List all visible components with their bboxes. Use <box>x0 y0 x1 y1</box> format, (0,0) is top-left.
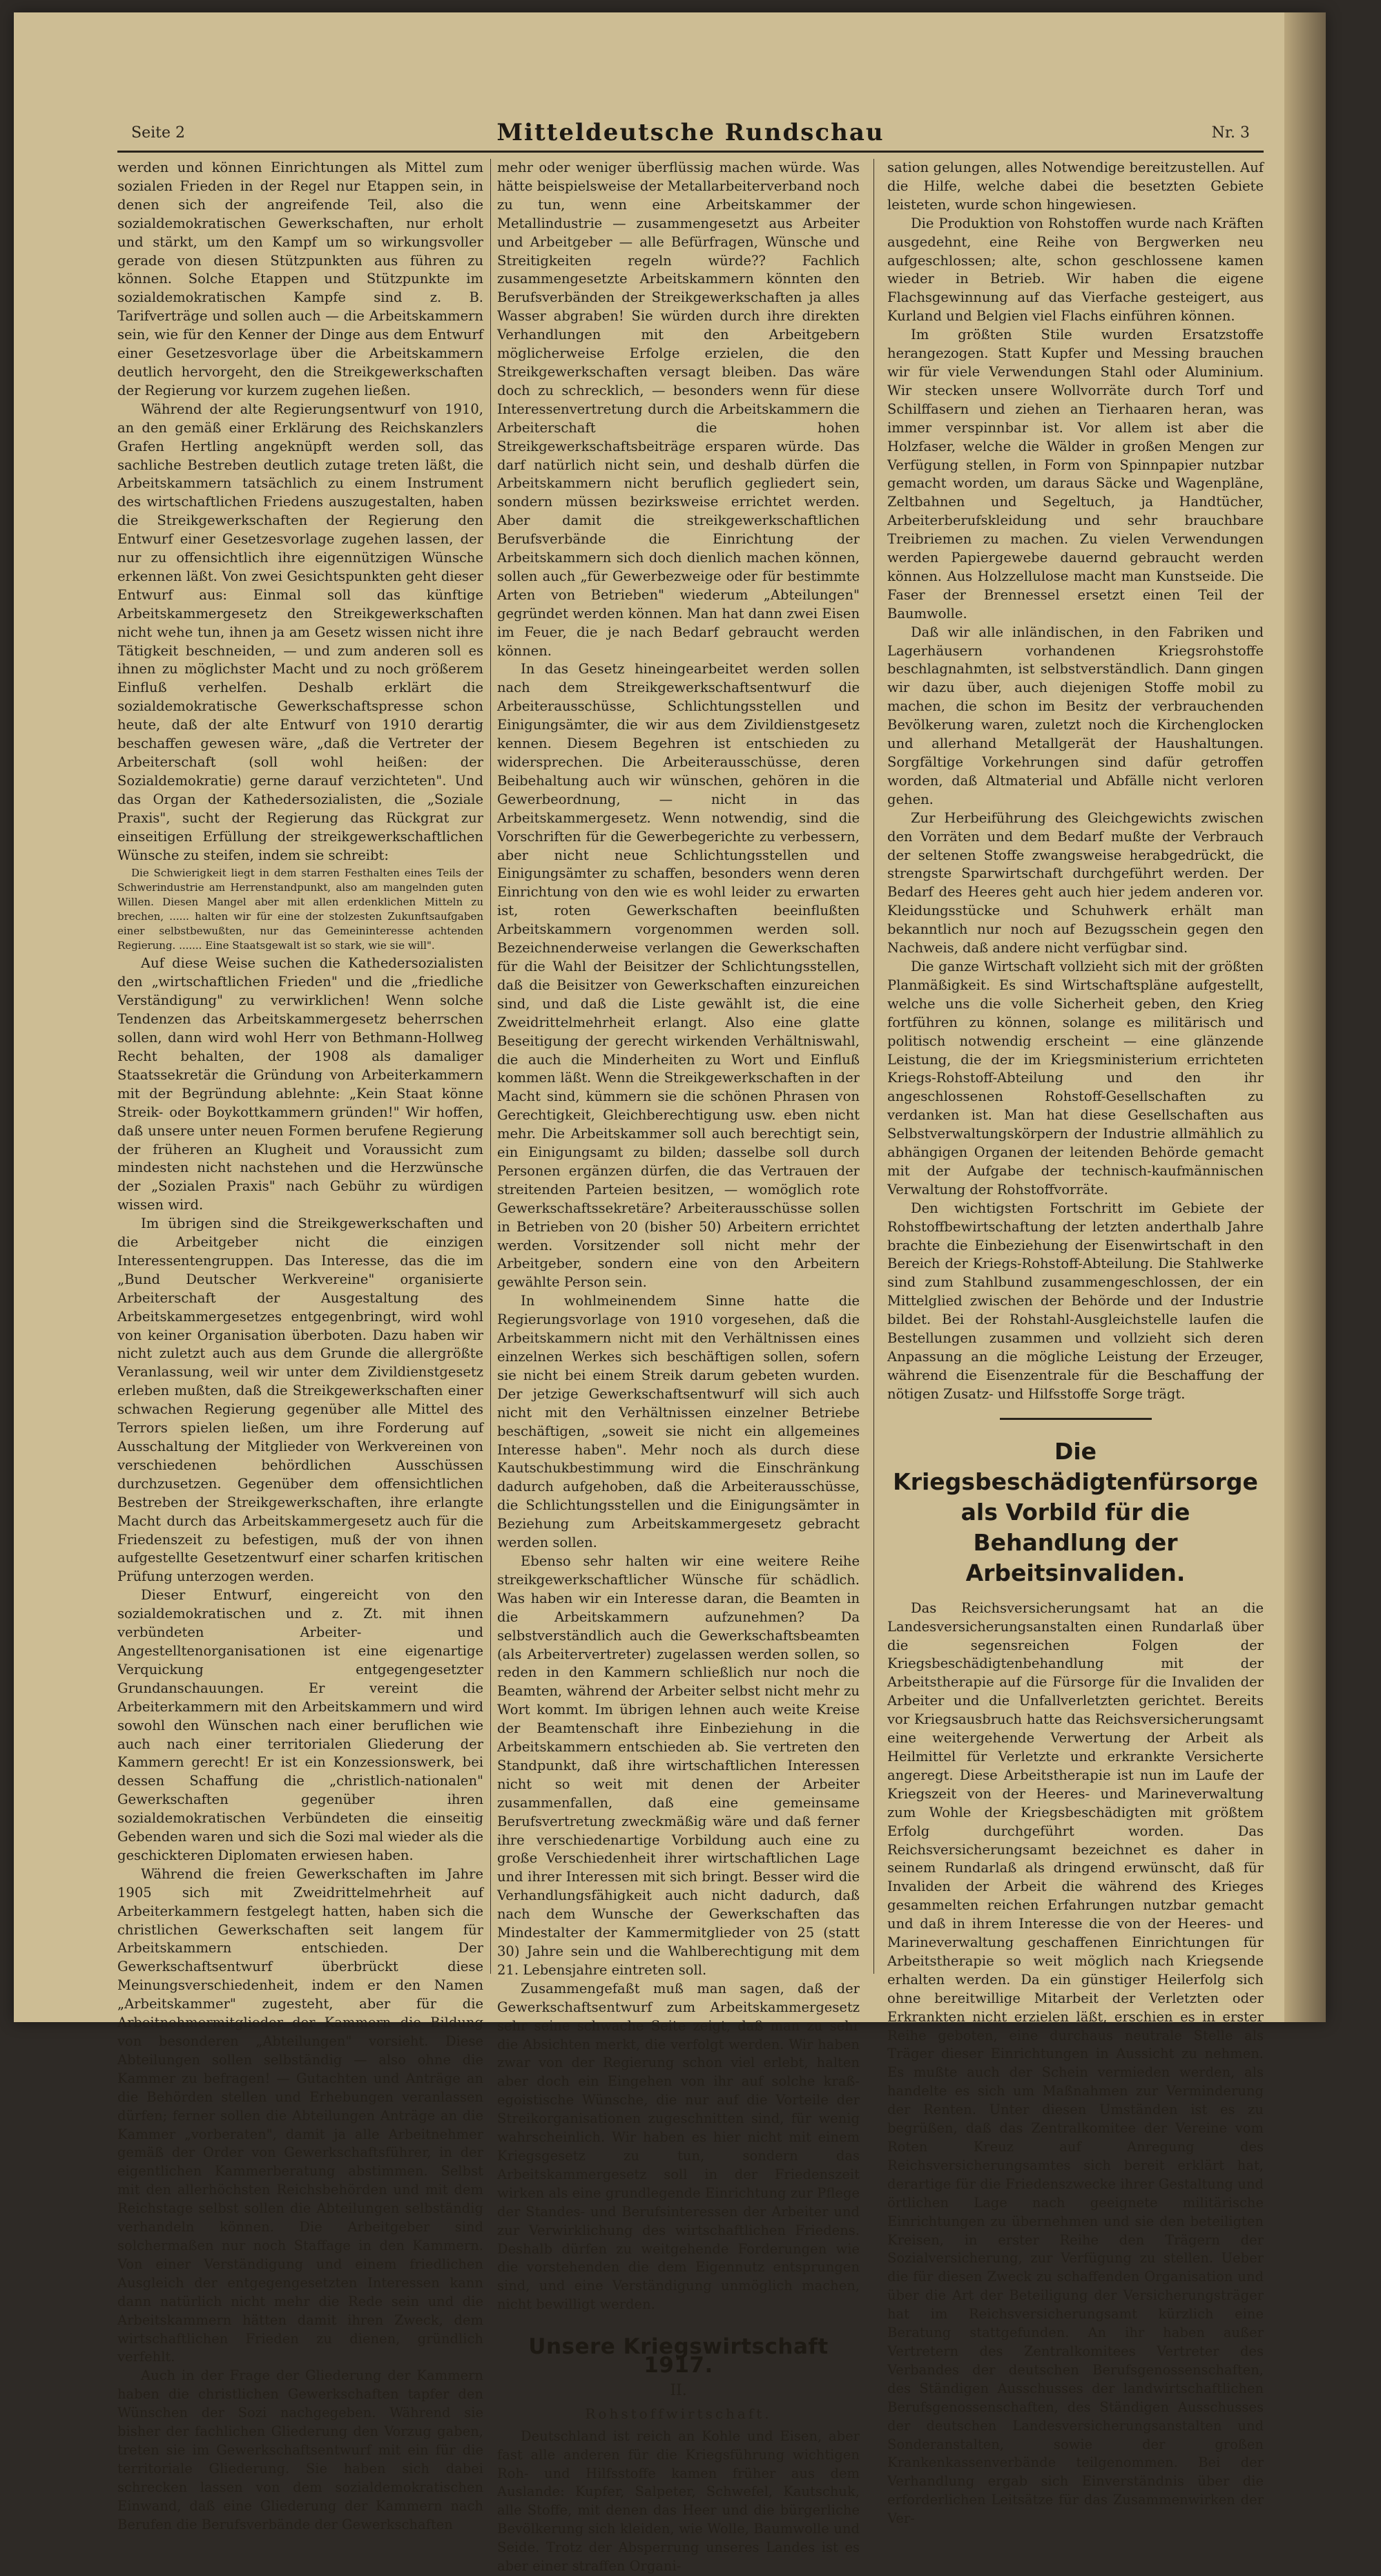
paragraph: Während die freien Gewerkschaften im Jahre 1905 sich mit Zweidrittelmehrheit auf Arbeiterkammern festgelegt hatten, haben sich die christlichen Gewerkschaften seit langem für Arbeitskammern entschieden. Der Gewerkschaftsentwurf überbrückt diese Meinungsverschiedenheit, indem er den Namen „Arbeitskammer" zugesteht, aber für die Arbeitnehmermitglieder der Kammern die Bildung von besonderen „Abteilungen" vorsieht. Diese Abteilungen sollen selbständig — also ohne die Kammer zu befragen! — Gutachten und Anträge an die Behörden stellen und Erhebungen veranlassen dürfen; ferner sollen die Abteilungen Anträge an die Kammer „vorberaten", damit ja alle Arbeitnehmer gemäß der Order von Gewerkschaftsführer, in der eigentlichen Kammerberatung abstimmen. Selbst mit den allerhöchsten Reichsbehörden und mit dem Reichstage selbst sollen die Abteilungen selbständig verhandeln können. Die Arbeitgeber sind solchermaßen nur noch Staffage in den Kammern. Von einer Verständigung und einem friedlichen Ausgleich der entgegengesetzten Interessen kann dann natürlich nicht mehr die Rede sein und die Arbeitskammern hätten damit ihren Zweck, dem wirtschaftlichen Frieden zu dienen, gründlich verfehlt. <box>117 1865 483 2365</box>
paragraph: Daß wir alle inländischen, in den Fabriken und Lagerhäusern vorhandenen Kriegsrohstoffe beschlagnahmten, ist selbstverständlich. Dann gingen wir dazu über, auch diejenigen Stoffe mobil zu machen, die schon im Besitz der verbrauchenden Bevölkerung waren, zuletzt noch die Kirchenglocken und allerhand Metallgerät der Haushaltungen. Sorgfältige Vorkehrungen sind dafür getroffen worden, daß Altmaterial und Abfälle nicht verloren gehen. <box>887 624 1264 807</box>
paragraph: Zur Herbeiführung des Gleichgewichts zwischen den Vorräten und dem Bedarf mußte der Verbrauch der seltenen Stoffe zwangsweise herabgedrückt, die strengste Sparwirtschaft durchgeführt werden. Der Bedarf des Heeres geht auch hier jedem anderen vor. Kleidungsstücke und Schuhwerk erhält man bekanntlich nur noch auf Bezugsschein gegen den Nachweis, daß andere nicht verfügbar sind. <box>887 809 1264 957</box>
headline-line-2: als Vorbild für die Behandlung der <box>960 1498 1190 1556</box>
section-title: Unsere Kriegswirtschaft 1917. <box>528 2334 829 2378</box>
headline-line-3: Arbeitsinvaliden. <box>965 1559 1186 1586</box>
paragraph: In wohlmeinendem Sinne hatte die Regierungsvorlage von 1910 vorgesehen, daß die Arbeitskammern nicht mit den Verhältnissen eines einzelnen Werkes sich beschäftigen sollen, sofern sie nicht bei einem Streik darum gebeten wurden. Der jetzige Gewerkschaftsentwurf will sich auch nicht mit den Verhältnissen einzelner Betriebe beschäftigen, „soweit sie nicht ein allgemeines Interesse haben". Mehr noch als durch diese Kautschukbestimmung wird die Einschränkung dadurch aufgehoben, daß die Arbeiterausschüsse, die Schlichtungsstellen und die Einigungsämter in Beziehung zum Arbeitskammergesetz gebracht werden sollen. <box>497 1293 860 1551</box>
article-headline <box>887 1436 1264 1588</box>
paragraph: Auch in der Frage der Gliederung der Kammern haben die christlichen Gewerkschaften tapfer den Wünschen der Sozi nachgegeben. Während sie bisher der fachlichen Gliederung den Vorzug gaben, treten sie im Gewerkschaftsentwurf mit ein für die territoriale Gliederung. Sie haben sich dabei schrecken lassen von dem sozialdemokratischen Einwand, daß eine Gliederung der Kammern nach Berufen die Berufsverbände der Gewerkschaften <box>117 2367 483 2532</box>
section-subtitle: Rohstoffwirtschaft. <box>585 2405 772 2422</box>
page-number-label: Seite 2 <box>131 124 185 142</box>
column-right <box>887 159 1264 2527</box>
paragraph: Zusammengefaßt muß man sagen, daß der Gewerkschaftsentwurf zum Arbeitskammergesetz sehr seine schwache Seite zeigt, daß man zu sehr die Absichten merkt, die verfolgt werden. Wir haben zwar von der Regierung schon viel erlebt, halten aber doch ein Eingehen von ihr auf solche kraß-egoistische Wünsche, die nur auf die Vorteile der Streikorganisationen zugeschnitten sind, für wenig wahrscheinlich. Wir haben es hier nicht mit einem Kriegsgesetz zu tun, sondern das Arbeitskammergesetz soll in der Friedenszeit wirken als eine grundlegende Einrichtung zur Pflege der Standes- und Berufsinteressen der Arbeiter und zur Verwirklichung des wirtschaftlichen Friedens. Deshalb dürfen zu weitgehende Forderungen wie die vorstehenden die dem Eigennutz entsprungen sind, und eine Verständigung unmöglich machen, nicht bewilligt werden. <box>497 1980 860 2313</box>
paragraph: Die ganze Wirtschaft vollzieht sich mit der größten Planmäßigkeit. Es sind Wirtschaftspläne aufgestellt, welche uns die volle Sicherheit geben, den Krieg fortführen zu können, solange es militärisch und politisch notwendig erscheint — eine glänzende Leistung, die der im Kriegsministerium errichteten Kriegs-Rohstoff-Abteilung und den ihr angeschlossenen Rohstoff-Gesellschaften zu verdanken ist. Man hat diese Gesellschaften aus Selbstverwaltungskörpern der Industrie allmählich zu abhängigen Organen der leitenden Behörde gemacht mit der Aufgabe der technisch-kaufmännischen Verwaltung der Rohstoffvorräte. <box>887 958 1264 1198</box>
paragraph: mehr oder weniger überflüssig machen würde. Was hätte beispielsweise der Metallarbeiterverband noch zu tun, wenn eine Arbeitskammer der Metallindustrie — zusammengesetzt aus Arbeiter und Arbeitgeber — alle Befürfragen, Wünsche und Streitigkeiten regeln würde?? Fachlich zusammengesetzte Arbeitskammern könnten den Berufsverbänden der Streikgewerkschaften ja alles Wasser abgraben! Sie würden durch ihre direkten Verhandlungen mit den Arbeitgebern möglicherweise Erfolge erzielen, die den Streikgewerkschaften versagt bleiben. Das wäre doch zu schrecklich, — besonders wenn für diese Interessenvertretung durch die Arbeitskammern die Arbeiterschaft die hohen Streikgewerkschaftsbeiträge ersparen würde. Das darf natürlich nicht sein, und deshalb dürfen die Arbeitskammern nicht beruflich gegliedert sein, sondern müssen bezirksweise errichtet werden. Aber damit die streikgewerkschaftlichen Berufsverbände die Einrichtung der Arbeitskammern sich doch dienlich machen können, sollen auch „für Gewerbezweige oder für bestimmte Arten von Betrieben" wiederum „Abteilungen" gegründet werden können. Man hat dann zwei Eisen im Feuer, die je nach Bedarf gebraucht werden können. <box>497 160 860 659</box>
block-quote <box>117 866 483 953</box>
newspaper-page <box>14 12 1326 2575</box>
issue-number-label: Nr. 3 <box>1211 124 1250 142</box>
column-middle <box>497 159 860 2575</box>
paragraph: Im übrigen sind die Streikgewerkschaften und die Arbeitgeber nicht die einzigen Interessentengruppen. Das Interesse, das die im „Bund Deutscher Werkvereine" organisierte Arbeiterschaft der Ausgestaltung des Arbeitskammergesetzes entgegenbringt, wird wohl von keiner Organisation überboten. Dazu haben wir nicht zuletzt auch aus dem Grunde die allergrößte Veranlassung, weil wir unter dem Zivildienstgesetz erleben mußten, daß die Streikgewerkschaften einer schwachen Regierung gegenüber alle Mittel des Terrors spielen ließen, um ihre Forderung auf Ausschaltung der Mitglieder von Werkvereinen von verschiedenen behördlichen Ausschüssen durchzusetzen. Gegenüber dem offensichtlichen Bestreben der Streikgewerkschaften, ihre erlangte Macht durch das Arbeitskammergesetz auch für die Friedenszeit zu befestigen, muß der von ihnen aufgestellte Gesetzentwurf einer scharfen kritischen Prüfung unterzogen werden. <box>117 1215 483 1585</box>
column-rule-left <box>490 159 491 1974</box>
newspaper-title: Mitteldeutsche Rundschau <box>496 119 885 146</box>
section-number: II. <box>670 2381 687 2399</box>
paragraph: Dieser Entwurf, eingereicht von den sozialdemokratischen und z. Zt. mit ihnen verbündeten Arbeiter- und Angestelltenorganisationen ist eine eigenartige Verquickung entgegengesetzter Grundanschauungen. Er vereint die Arbeiterkammern mit den Arbeitskammern und wird sowohl den Wünschen nach einer beruflichen wie auch nach einer territorialen Gliederung der Kammern gerecht! Er ist ein Konzessionswerk, bei dessen Schaffung die „christlich-nationalen" Gewerkschaften gegenüber ihren sozialdemokratischen Verbündeten die einseitig Gebenden waren und sich die Sozi mal wieder als die geschickteren Diplomaten erwiesen haben. <box>117 1587 483 1863</box>
column-left <box>117 159 483 2532</box>
book-binding <box>1284 12 1326 2022</box>
running-head <box>117 116 1264 153</box>
paragraph: In das Gesetz hineingearbeitet werden sollen nach dem Streikgewerkschaftsentwurf die Arbeiterausschüsse, Schlichtungsstellen und Einigungsämter, die wir aus dem Zivildienstgesetz kennen. Diesem Begehren ist entschieden zu widersprechen. Die Arbeiterausschüsse, deren Beibehaltung auch wir wünschen, gehören in die Gewerbeordnung, — nicht in das Arbeitskammergesetz. Wenn notwendig, sind die Vorschriften für die Gewerbegerichte zu verbessern, aber nicht neue Schlichtungsstellen und Einigungsämter zu schaffen, besonders wenn deren Einrichtung von den wie es wohl leider zu erwarten ist, roten Gewerkschaften beeinflußten Arbeitskammern vorgenommen werden soll. Bezeichnenderweise verlangen die Gewerkschaften für die Wahl der Beisitzer der Schlichtungsstellen, daß die Beisitzer von Gewerkschaften einzureichen sind, und daß die Liste gewählt ist, die eine Zweidrittelmehrheit erlangt. Also eine glatte Beseitigung der gerecht wirkenden Verhältniswahl, die auch die Minderheiten zu Wort und Einfluß kommen läßt. Wenn die Streikgewerkschaften in der Macht sind, kümmern sie die schönen Phrasen von Gerechtigkeit, Gleichberechtigung usw. eben nicht mehr. Die Arbeitskammer soll auch berechtigt sein, ein Einigungsamt zu bilden; dasselbe soll durch Personen ergänzen dürfen, die das Vertrauen der streitenden Parteien besitzen, — womöglich rote Gewerkschaftssekretäre? Arbeiterausschüsse sollen in Betrieben von 20 (bisher 50) Arbeitern errichtet werden. Vorsitzender soll nicht mehr der Arbeitgeber, sondern eine von den Arbeitern gewählte Person sein. <box>497 661 860 1291</box>
paragraph: Ebenso sehr halten wir eine weitere Reihe streikgewerkschaftlicher Wünsche für schädlich. Was haben wir ein Interesse daran, die Beamten in die Arbeitskammern aufzunehmen? Da selbstverständlich auch die Gewerkschaftsbeamten (als Arbeitervertreter) zugelassen werden sollen, so reden in den Kammern schließlich nur noch die Beamten, während der Arbeiter selbst nicht mehr zu Wort kommt. Im übrigen lehnen auch weite Kreise der Beamtenschaft ihre Einbeziehung in die Arbeitskammern entschieden ab. Sie vertreten den Standpunkt, daß ihre wirtschaftlichen Interessen nicht so weit mit denen der Arbeiter zusammenfallen, daß eine gemeinsame Berufsvertretung zweckmäßig wäre und daß ferner ihre verschiedenartige Vorbildung auch eine zu große Verschiedenheit ihrer wirtschaftlichen Lage und ihrer Interessen mit sich bringt. Besser wird die Verhandlungsfähigkeit auch nicht dadurch, daß nach dem Wunsche der Gewerkschaften das Mindestalter der Kammermitglieder von 25 (statt 30) Jahre sein und die Wahlberechtigung mit dem 21. Lebensjahre eintreten soll. <box>497 1553 860 1978</box>
article-divider <box>1000 1418 1152 1420</box>
paragraph: Im größten Stile wurden Ersatzstoffe herangezogen. Statt Kupfer und Messing brauchen wir für viele Verwendungen Stahl oder Aluminium. Wir stecken unsere Wollvorräte durch Torf und Schilffasern und ziehen an Tierhaaren heran, was immer verspinnbar ist. Vor allem ist aber die Holzfaser, welche die Wälder in großen Mengen zur Verfügung stellen, in Form von Spinnpapier nutzbar gemacht worden, um daraus Säcke und Wagenpläne, Zeltbahnen und Segeltuch, ja Handtücher, Arbeiterberufskleidung und sehr brauchbare Treibriemen zu machen. Zu vielen Verwendungen werden Papiergewebe dauernd gebraucht werden können. Aus Holzzellulose macht man Kunstseide. Die Faser der Brennessel ersetzt einen Teil der Baumwolle. <box>887 327 1264 622</box>
paragraph: Das Reichsversicherungsamt hat an die Landesversicherungsanstalten einen Rundarlaß über die segensreichen Folgen der Kriegsbeschädigtenbehandlung mit der Arbeitstherapie auf die Fürsorge für die Invaliden der Arbeiter und die Unfallverletzten gerichtet. Bereits vor Kriegsausbruch hatte das Reichsversicherungsamt eine weitergehende Verwertung der Arbeit als Heilmittel für Verletzte und erkrankte Versicherte angeregt. Diese Arbeitstherapie ist nun im Laufe der Kriegszeit von der Heeres- und Marineverwaltung zum Wohle der Kriegsbeschädigten mit größtem Erfolg durchgeführt worden. Das Reichsversicherungsamt bezeichnet es daher in seinem Rundarlaß als dringend erwünscht, daß für Invaliden der Arbeit die während des Krieges gesammelten reichen Erfahrungen nutzbar gemacht und daß in ihrem Interesse die von der Heeres- und Marineverwaltung geschaffenen Einrichtungen für Arbeitstherapie so weit möglich nach Kriegsende erhalten werden. Da ein günstiger Heilerfolg sich ohne bereitwillige Mitarbeit der Verletzten oder Erkrankten nicht erzielen läßt, erschien es in erster Reihe geboten, eine durchaus neutrale Stelle als Träger dieser Einrichtungen in Aussicht zu nehmen. Es mußte auch der Schein vermieden werden, als handelte es sich um Maßnahmen zur Verminderung der Renten. Unter diesen Umständen ist es zu begrüßen, daß das Zentralkomitee der Vereine vom Roten Kreuz auf Anregung des Reichsversicherungsamtes sich bereit erklärt hat, derartige für die Friedenszwecke ihrer Gestaltung und örtlichen Lage nach geeignete militärische Einrichtungen zu übernehmen und sie den beteiligten Kreisen, in erster Reihe den Trägern der Sozialversicherung, zur Verfügung zu stellen. Ueber die für diesen Zweck zu schaffenden Organisation und über die Art der Beteiligung der Versicherungsträger hat im Reichsversicherungsamt kürzlich eine Beratung stattgefunden. An ihr haben außer Vertretern des Zentralkomitees Vertreter des Verbandes der deutschen Berufsgenossenschaften, des Ständigen Ausschusses der landwirtschaftlichen Berufsgenossenschaften, des Ständigen Ausschusses der deutschen Landesversicherungsanstalten und Sonderanstalten, sowie der großen Krankenkassenverbände teilgenommen. Bei der Verhandlung ergab sich Einverständnis über die erforderlichen Leitsätze für das Zusammenwirken der Ver- <box>887 1599 1264 2527</box>
paragraph: Den wichtigsten Fortschritt im Gebiete der Rohstoffbewirtschaftung der letzten anderthalb Jahre brachte die Einbeziehung der Eisenwirtschaft in den Bereich der Kriegs-Rohstoff-Abteilung. Die Stahlwerke sind zum Stahlbund zusammengeschlossen, der ein Mittelglied zwischen der Behörde und der Industrie bildet. Bei der Rohstahl-Ausgleichstelle laufen die Bestellungen zusammen und vollzieht sich deren Anpassung an die mögliche Leistung der Erzeuger, während die Eisenzentrale für die Beschaffung der nötigen Zusatz- und Hilfsstoffe Sorge trägt. <box>887 1200 1264 1402</box>
paragraph: werden und können Einrichtungen als Mittel zum sozialen Frieden in der Regel nur Etappen sein, in denen sich der angreifende Teil, also die sozialdemokratischen Gewerkschaften, nur erholt und stärkt, um den Kampf um so wirkungsvoller gerade von diesen Stützpunkten aus führen zu können. Solche Etappen und Stützpunkte im sozialdemokratischen Kampfe sind z. B. Tarifverträge und sollen auch — die Arbeitskammern sein, wie für den Kenner der Dinge aus dem Entwurf einer Gesetzesvorlage über die Arbeitskammern deutlich hervorgeht, den die Streikgewerkschaften der Regierung vor kurzem zugehen ließen. <box>117 160 483 398</box>
paragraph: Deutschland ist reich an Kohle und Eisen, aber fast alle anderen für die Kriegsführung wichtigen Roh- und Hilfsstoffe kamen früher aus dem Auslande: Kupfer, Salpeter, Schwefel, Kautschuk, alle Stoffe, mit denen das Heer und die bürgerliche Bevölkerung sich kleiden, wie Wolle, Baumwolle und Seide. Trotz der Absperrung unseres Landes ist es aber einer straffen Organi- <box>497 2428 860 2575</box>
paragraph: Auf diese Weise suchen die Kathedersozialisten den „wirtschaftlichen Frieden" und die „friedliche Verständigung" zu verwirklichen! Wenn solche Tendenzen das Arbeitskammergesetz beherrschen sollen, dann wird wohl Herr von Bethmann-Hollweg Recht behalten, der 1908 als damaliger Staatssekretär die Gründung von Arbeiterkammern mit der Begründung ablehnte: „Kein Staat könne Streik- oder Boykottkammern gründen!" Wir hoffen, daß unsere unter neuen Formen berufene Regierung der früheren an Klugheit und Voraussicht zum mindesten nicht nachstehen und die Herzwünsche der „Sozialen Praxis" nach Gebühr zu würdigen wissen wird. <box>117 955 483 1213</box>
quote-text: Die Schwierigkeit liegt in dem starren Festhalten eines Teils der Schwerindustrie am Herrenstandpunkt, also am mangelnden guten Willen. Diesen Mangel aber mit allen erdenklichen Mitteln zu brechen, ...... halten wir für eine der stolzesten Zukunftsaufgaben einer selbstbewußten, nur das Gemeininteresse achtenden Regierung. ....... Eine Staatsgewalt ist so stark, wie sie will". <box>117 867 483 952</box>
headline-line-1: Die Kriegsbeschädigtenfürsorge <box>893 1437 1258 1495</box>
column-rule-right <box>873 159 874 1974</box>
paragraph: Die Produktion von Rohstoffen wurde nach Kräften ausgedehnt, eine Reihe von Bergwerken neu aufgeschlossen; alte, schon geschlossene kamen wieder in Betrieb. Wir haben die eigene Flachsgewinnung auf das Vierfache gesteigert, aus Kurland und Belgien viel Flachs einführen können. <box>887 215 1264 325</box>
paragraph: Während der alte Regierungsentwurf von 1910, an den gemäß einer Erklärung des Reichskanzlers Grafen Hertling angeknüpft werden soll, das sachliche Bestreben deutlich zutage treten läßt, die Arbeitskammern tatsächlich zu einem Instrument des wirtschaftlichen Friedens auszugestalten, haben die Streikgewerkschaften der Regierung den Entwurf einer Gesetzesvorlage zugehen lassen, der nur zu offensichtlich ihre eigennützigen Wünsche erkennen läßt. Von zwei Gesichtspunkten geht dieser Entwurf aus: Einmal soll das künftige Arbeitskammergesetz den Streikgewerkschaften nicht wehe tun, ihnen ja am Gesetz wissen nicht ihre Tätigkeit beschneiden, — und zum anderen soll es ihnen zu möglichster Macht und zu noch größerem Einfluß verhelfen. Deshalb erklärt die sozialdemokratische Gewerkschaftspresse schon heute, daß der alte Entwurf von 1910 derartig beschaffen gewesen wäre, „daß die Vertreter der Arbeiterschaft (soll wohl heißen: der Sozialdemokratie) gerne darauf verzichteten". Und das Organ der Kathedersozialisten, die „Soziale Praxis", sucht der Regierung das Rückgrat zur einseitigen Erfüllung der streikgewerkschaftlichen Wünsche zu steifen, indem sie schreibt: <box>117 401 483 863</box>
paragraph: sation gelungen, alles Notwendige bereitzustellen. Auf die Hilfe, welche dabei die besetzten Gebiete leisteten, wurde schon hingewiesen. <box>887 160 1264 213</box>
